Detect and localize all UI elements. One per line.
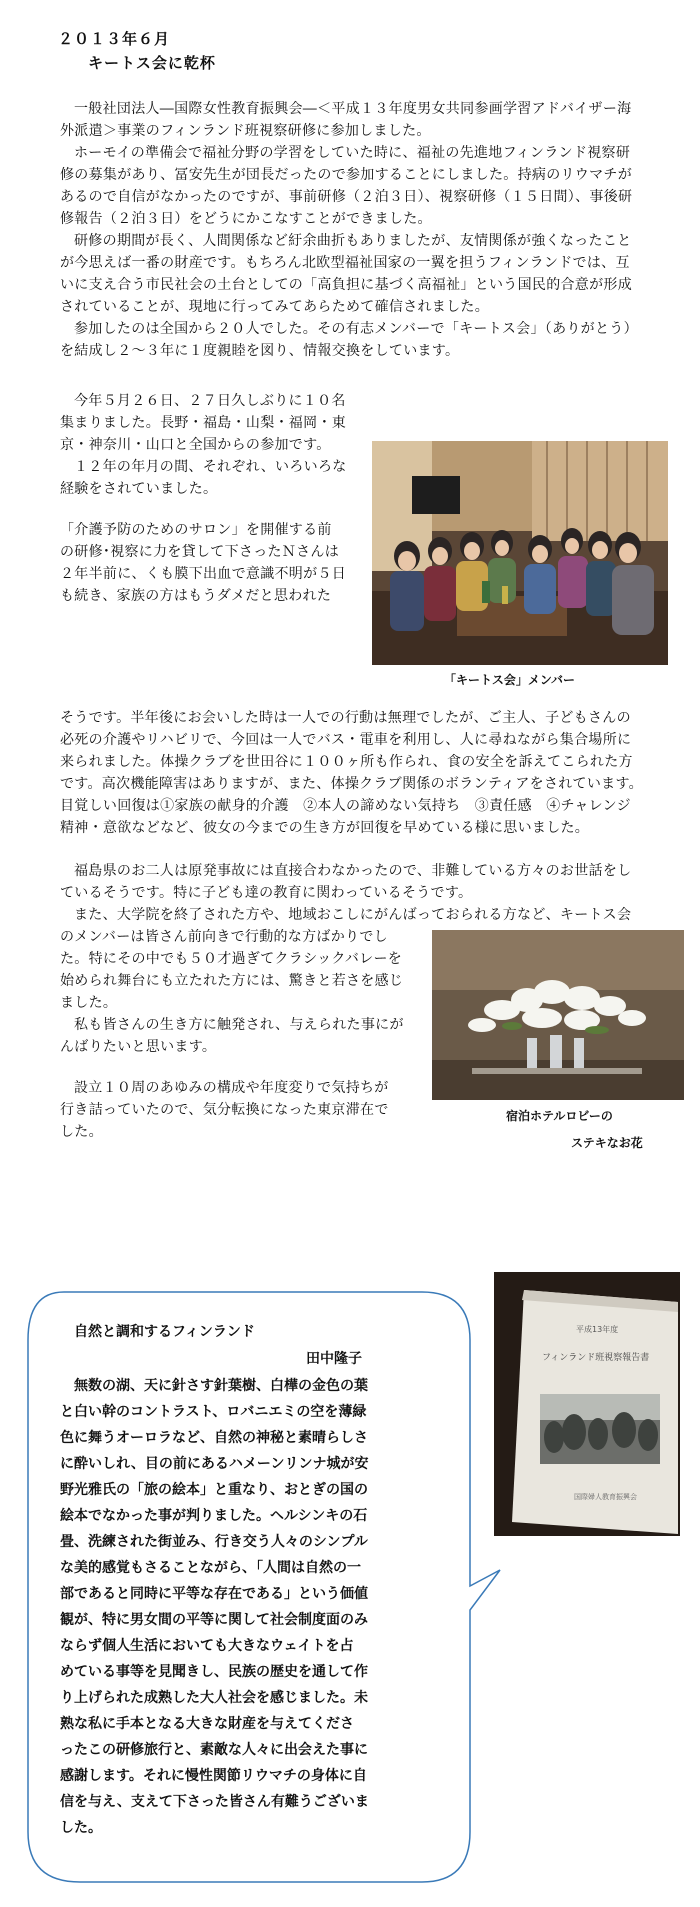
essay-line: 部であると同時に平等な存在である」という価値 xyxy=(60,1586,368,1602)
text-line: を結成し２～３年に１度親睦を図り、情報交換をしています。 xyxy=(60,343,460,359)
text-line: 今年５月２６日、２７日久しぶりに１０名 xyxy=(74,393,346,409)
date-heading: ２０１３年６月 xyxy=(58,30,171,48)
text-line: あるので自信がなかったのですが、事前研修（２泊３日）、視察研修（１５日間）、事後研 xyxy=(60,189,633,205)
text-line: １２年の年月の間、それぞれ、いろいろな xyxy=(74,459,347,475)
essay-line: に酔いしれ、目の前にあるハメーンリンナ城が安 xyxy=(60,1456,369,1472)
text-line: 精神・意欲などなど、彼女の今までの生き方が回復を早めている様に思いました。 xyxy=(60,820,590,836)
text-line: いに支え合う市民社会の土台としての「高負担に基づく高福祉」という国民的合意が形成 xyxy=(60,277,632,293)
text-line: 修の募集があり、冨安先生が団長だったので参加することにしました。持病のリウマチが xyxy=(60,167,632,183)
essay-line: り上げられた成熟した大人社会を感じました。未 xyxy=(60,1690,368,1706)
booklet-title: フィンランド班視察報告書 xyxy=(542,1353,650,1363)
text-line: た。特にその中でも５０才過ぎてクラシックバレーを xyxy=(60,951,403,967)
essay-title: 自然と調和するフィンランド xyxy=(74,1324,255,1340)
group-photo-caption: 「キートス会」メンバー xyxy=(444,673,576,687)
essay-line: ならず個人生活においても大きなウェイトを占 xyxy=(60,1638,354,1654)
text-line: 福島県のお二人は原発事故には直接合わなかったので、非難している方々のお世話をし xyxy=(74,863,632,879)
essay-line: 野光雅氏の「旅の絵本」と重なり、おとぎの国の xyxy=(60,1482,368,1498)
booklet-year: 平成13年度 xyxy=(576,1325,619,1334)
essay-line: 感謝します。それに慢性関節リウマチの身体に自 xyxy=(60,1768,367,1784)
text-line: ました。 xyxy=(60,995,118,1011)
text-line: のメンバーは皆さん前向きで行動的な方ばかりでし xyxy=(60,929,388,945)
essay-line: 絵本でなかった事が判りました。ヘルシンキの石 xyxy=(60,1508,368,1524)
essay-line: めている事等を見聞きし、民族の歴史を通して作 xyxy=(60,1664,368,1680)
text-line: 参加したのは全国から２０人でした。その有志メンバーで「キートス会」（ありがとう） xyxy=(74,321,638,337)
text-line: 必死の介護やリハビリで、今回は一人でバス・電車を利用し、人に尋ねながら集合場所に xyxy=(60,732,632,748)
text-line: そうです。半年後にお会いした時は一人での行動は無理でしたが、ご主人、子どもさんの xyxy=(60,710,631,726)
essay-author: 田中隆子 xyxy=(306,1351,362,1367)
text-line: んばりたいと思います。 xyxy=(60,1039,217,1055)
essay-line: 無数の湖、天に針さす針葉樹、白樺の金色の葉 xyxy=(74,1378,368,1394)
text-line: 行き詰っていたので、気分転換になった東京滞在で xyxy=(60,1102,389,1118)
essay-line: 色に舞うオーロラなど、自然の神秘と素晴らしさ xyxy=(60,1430,368,1446)
text-line: 京・神奈川・山口と全国からの参加です。 xyxy=(60,437,331,453)
page-title: キートス会に乾杯 xyxy=(88,54,216,72)
text-line: 私も皆さんの生き方に触発され、与えられた事にが xyxy=(74,1017,404,1033)
text-line: ているそうです。特に子ども達の教育に関わっているそうです。 xyxy=(60,885,473,901)
text-line: ２年半前に、くも膜下出血で意識不明が５日 xyxy=(60,566,346,582)
text-line: ホーモイの準備会で福祉分野の学習をしていた時に、福祉の先進地フィンランド視察研 xyxy=(74,145,631,161)
text-line: 修報告（２泊３日）をどうにかこなすことができました。 xyxy=(60,211,432,227)
essay-line: と白い幹のコントラスト、ロバニエミの空を薄緑 xyxy=(60,1404,367,1420)
text-line: も続き、家族の方はもうダメだと思われた xyxy=(60,588,332,604)
text-line: です。高次機能障害はありますが、また、体操クラブ関係のボランティアをされています。 xyxy=(60,776,643,792)
report-booklet-photo xyxy=(494,1272,680,1536)
flower-photo-caption-line1: 宿泊ホテルロビーの xyxy=(506,1109,613,1123)
essay-line: ったこの研修旅行と、素敵な人々に出会えた事に xyxy=(60,1742,368,1758)
text-line: また、大学院を終了された方や、地域おこしにがんばっておられる方など、キートス会 xyxy=(74,907,632,923)
text-line: が今思えば一番の財産です。もちろん北欧型福祉国家の一翼を担うフィンランドでは、互 xyxy=(60,255,630,271)
text-line: 外派遣＞事業のフィンランド班視察研修に参加しました。 xyxy=(60,123,431,139)
text-line: 始められ舞台にも立たれた方には、驚きと若さを感じ xyxy=(60,973,404,989)
text-line: した。 xyxy=(60,1124,103,1140)
text-line: されていることが、現地に行ってみてあらためて確信されました。 xyxy=(60,299,489,315)
essay-line: 畳、洗練された街並み、行き交う人々のシンプル xyxy=(60,1534,368,1550)
essay-line: な美的感覚もさることながら、「人間は自然の一 xyxy=(60,1560,361,1576)
text-line: 「介護予防のためのサロン」を開催する前 xyxy=(60,522,332,538)
text-line: 設立１０周のあゆみの構成や年度変りで気持ちが xyxy=(74,1080,389,1096)
essay-line: 信を与え、支えて下さった皆さん有難うございま xyxy=(60,1794,369,1810)
essay-line: した。 xyxy=(60,1820,102,1836)
text-line: 来られました。体操クラブを世田谷に１００ヶ所も作られ、食の安全を訴えてこられた方 xyxy=(60,754,633,770)
essay-line: 観が、特に男女間の平等に関して社会制度面のみ xyxy=(60,1612,368,1628)
text-line: 集まりました。長野・福島・山梨・福岡・東 xyxy=(60,415,346,431)
flower-photo-caption-line2: ステキなお花 xyxy=(571,1136,643,1150)
text-line: 一般社団法人―国際女性教育振興会―＜平成１３年度男女共同参画学習アドバイザー海 xyxy=(74,101,632,117)
text-line: の研修･視察に力を貸して下さったＮさんは xyxy=(60,544,339,560)
text-line: 経験をされていました。 xyxy=(60,481,218,497)
text-line: 目覚しい回復は①家族の献身的介護 ②本人の諦めない気持ち ③責任感 ④チャレンジ xyxy=(60,798,631,814)
essay-line: 熟な私に手本となる大きな財産を与えてくださ xyxy=(60,1716,354,1732)
text-line: 研修の期間が長く、人間関係など紆余曲折もありましたが、友情関係が強くなったこと xyxy=(74,233,632,249)
booklet-publisher: 国際婦人教育振興会 xyxy=(574,1493,637,1501)
